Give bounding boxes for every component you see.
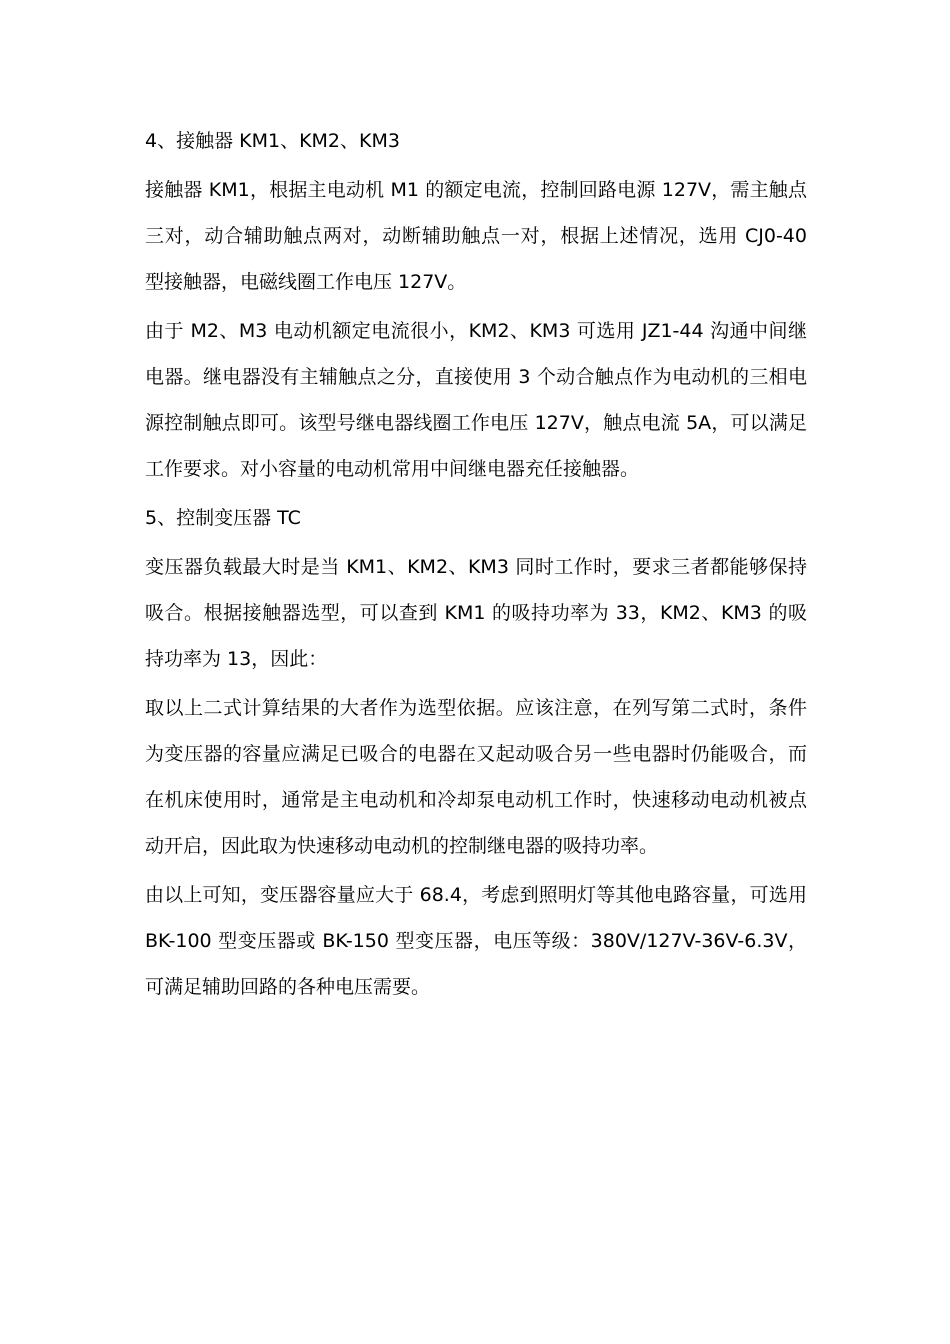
paragraph-selection-basis: 取以上二式计算结果的大者作为选型依据。应该注意，在列写第二式时，条件为变压器的容量应满足已吸合的电器在又起动吸合另一些电器时仍能吸合，而在机床使用时，通常是主电动机和冷却泵电动机工作时，快速移动电动机被点动开启，因此取为快速移动电动机的控制继电器的吸持功率。 <box>145 697 807 857</box>
paragraph-transformer-choice: 由以上可知，变压器容量应大于 68.4，考虑到照明灯等其他电路容量，可选用 BK-100 型变压器或 BK-150 型变压器，电压等级：380V/127V-36V-6.3V，可满足辅助回路的各种电压需要。 <box>145 884 807 998</box>
paragraph-transformer-load: 变压器负载最大时是当 KM1、KM2、KM3 同时工作时，要求三者都能够保持吸合。根据接触器选型，可以查到 KM1 的吸持功率为 33，KM2、KM3 的吸持功率为 13，因此： <box>145 556 807 670</box>
paragraph-km2-km3: 由于 M2、M3 电动机额定电流很小，KM2、KM3 可选用 JZ1-44 沟通中间继电器。继电器没有主辅触点之分，直接使用 3 个动合触点作为电动机的三相电源控制触点即可。该型号继电器线圈工作电压 127V，触点电流 5A，可以满足工作要求。对小容量的电动机常用中间继电器充任接触器。 <box>145 320 807 480</box>
section-heading-5: 5、控制变压器 TC <box>145 507 301 529</box>
section-heading-4: 4、接触器 KM1、KM2、KM3 <box>145 130 400 152</box>
paragraph-km1: 接触器 KM1，根据主电动机 M1 的额定电流，控制回路电源 127V，需主触点三对，动合辅助触点两对，动断辅助触点一对，根据上述情况，选用 CJ0-40 型接触器，电磁线圈工作电压 127V。 <box>145 179 807 293</box>
document-body <box>145 118 807 1010</box>
